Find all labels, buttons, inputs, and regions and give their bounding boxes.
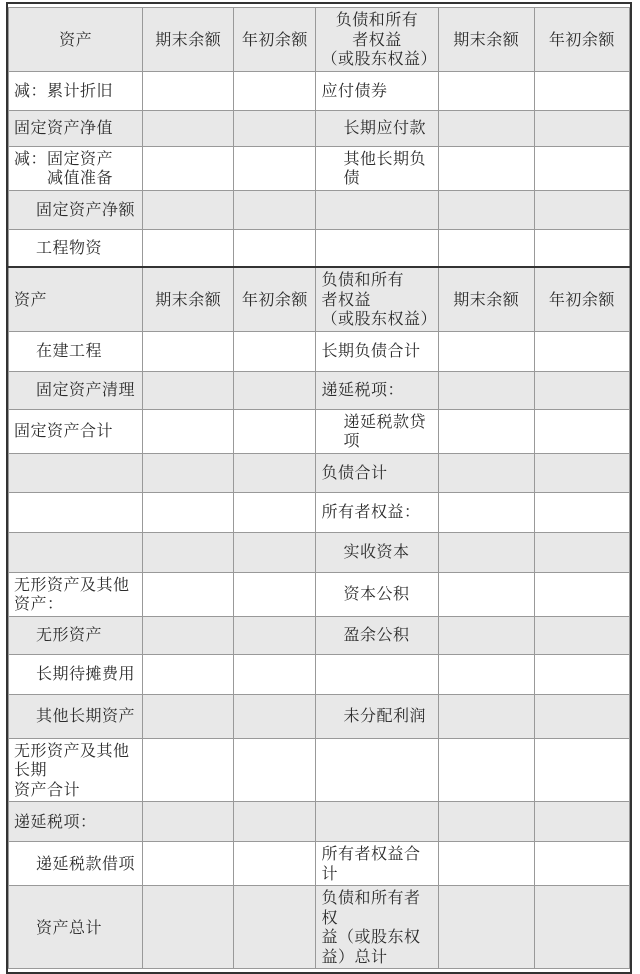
table-row (9, 654, 630, 694)
row-label-cell (316, 229, 438, 267)
value-cell (143, 492, 234, 532)
value-cell (143, 110, 234, 146)
table-row (9, 694, 630, 738)
value-cell (143, 409, 234, 453)
value-cell (438, 371, 534, 409)
header-row (9, 8, 630, 72)
row-label-cell: 无形资产 (9, 616, 143, 654)
value-cell (438, 886, 534, 969)
value-cell (143, 146, 234, 190)
table-row (9, 331, 630, 371)
row-label-cell: 长期负债合计 (316, 331, 438, 371)
value-cell (234, 654, 316, 694)
row-label-cell: 资产总计 (9, 886, 143, 969)
table-row (9, 886, 630, 969)
value-cell (143, 694, 234, 738)
value-cell (143, 190, 234, 229)
table-row (9, 532, 630, 572)
header-cell: 年初余额 (234, 8, 316, 72)
value-cell (438, 409, 534, 453)
value-cell (143, 371, 234, 409)
value-cell (143, 738, 234, 802)
value-cell (438, 492, 534, 532)
row-label-cell: 资本公积 (316, 572, 438, 616)
value-cell (438, 146, 534, 190)
value-cell (143, 71, 234, 110)
row-label-cell: 其他长期资产 (9, 694, 143, 738)
row-label-cell: 所有者权益： (316, 492, 438, 532)
header-cell: 负债和所有 者权益 （或股东权益） (316, 8, 438, 72)
table-row (9, 738, 630, 802)
header-cell: 负债和所有 者权益 （或股东权益） (316, 267, 438, 331)
table-row (9, 146, 630, 190)
row-label-cell (9, 492, 143, 532)
row-label-cell: 负债合计 (316, 453, 438, 492)
value-cell (534, 654, 629, 694)
value-cell (143, 572, 234, 616)
row-label-cell: 长期应付款 (316, 110, 438, 146)
value-cell (534, 71, 629, 110)
table-row (9, 110, 630, 146)
table-row (9, 616, 630, 654)
header-cell: 期末余额 (438, 8, 534, 72)
header-cell: 期末余额 (143, 8, 234, 72)
row-label-cell: 盈余公积 (316, 616, 438, 654)
row-label-cell: 所有者权益合计 (316, 842, 438, 886)
value-cell (438, 532, 534, 572)
value-cell (438, 654, 534, 694)
row-label-cell: 长期待摊费用 (9, 654, 143, 694)
header-cell: 期末余额 (438, 267, 534, 331)
balance-sheet-table (8, 7, 630, 969)
row-label-cell: 固定资产净额 (9, 190, 143, 229)
row-label-cell: 负债和所有者权 益（或股东权 益）总计 (316, 886, 438, 969)
value-cell (534, 842, 629, 886)
value-cell (534, 371, 629, 409)
value-cell (143, 331, 234, 371)
header-cell: 资产 (9, 267, 143, 331)
value-cell (438, 110, 534, 146)
table-row (9, 409, 630, 453)
row-label-cell (316, 738, 438, 802)
value-cell (534, 110, 629, 146)
row-label-cell: 固定资产净值 (9, 110, 143, 146)
table-row (9, 229, 630, 267)
value-cell (143, 842, 234, 886)
balance-sheet-frame (6, 2, 632, 974)
row-label-cell: 工程物资 (9, 229, 143, 267)
value-cell (234, 229, 316, 267)
table-row (9, 71, 630, 110)
value-cell (438, 190, 534, 229)
value-cell (143, 453, 234, 492)
row-label-cell: 未分配利润 (316, 694, 438, 738)
value-cell (534, 409, 629, 453)
header-cell: 年初余额 (534, 8, 629, 72)
row-label-cell: 固定资产清理 (9, 371, 143, 409)
table-row (9, 371, 630, 409)
value-cell (534, 492, 629, 532)
header-row (9, 267, 630, 331)
row-label-cell: 减：累计折旧 (9, 71, 143, 110)
value-cell (234, 371, 316, 409)
value-cell (438, 229, 534, 267)
value-cell (534, 802, 629, 842)
row-label-cell: 递延税项： (9, 802, 143, 842)
row-label-cell: 递延税款借项 (9, 842, 143, 886)
value-cell (534, 532, 629, 572)
row-label-cell (316, 654, 438, 694)
header-cell: 年初余额 (534, 267, 629, 331)
value-cell (234, 572, 316, 616)
value-cell (438, 572, 534, 616)
row-label-cell: 其他长期负债 (316, 146, 438, 190)
value-cell (534, 572, 629, 616)
table-row (9, 572, 630, 616)
row-label-cell: 递延税项： (316, 371, 438, 409)
value-cell (143, 532, 234, 572)
header-cell: 资产 (9, 8, 143, 72)
value-cell (534, 616, 629, 654)
value-cell (234, 331, 316, 371)
row-label-cell: 递延税款贷项 (316, 409, 438, 453)
value-cell (438, 616, 534, 654)
value-cell (534, 694, 629, 738)
value-cell (534, 331, 629, 371)
value-cell (534, 229, 629, 267)
value-cell (234, 453, 316, 492)
header-cell: 期末余额 (143, 267, 234, 331)
value-cell (534, 190, 629, 229)
value-cell (534, 886, 629, 969)
table-row (9, 492, 630, 532)
value-cell (234, 71, 316, 110)
row-label-cell (9, 453, 143, 492)
value-cell (234, 802, 316, 842)
table-row (9, 802, 630, 842)
value-cell (234, 532, 316, 572)
table-row (9, 190, 630, 229)
table-row (9, 453, 630, 492)
value-cell (234, 190, 316, 229)
value-cell (438, 842, 534, 886)
value-cell (234, 409, 316, 453)
value-cell (234, 110, 316, 146)
value-cell (143, 654, 234, 694)
table-row (9, 842, 630, 886)
value-cell (534, 453, 629, 492)
header-cell: 年初余额 (234, 267, 316, 331)
row-label-cell: 实收资本 (316, 532, 438, 572)
value-cell (234, 886, 316, 969)
row-label-cell: 固定资产合计 (9, 409, 143, 453)
row-label-cell (316, 190, 438, 229)
value-cell (438, 738, 534, 802)
row-label-cell: 无形资产及其他 资产： (9, 572, 143, 616)
row-label-cell (316, 802, 438, 842)
value-cell (534, 146, 629, 190)
value-cell (438, 453, 534, 492)
value-cell (143, 886, 234, 969)
row-label-cell: 无形资产及其他长期 资产合计 (9, 738, 143, 802)
value-cell (143, 616, 234, 654)
value-cell (234, 738, 316, 802)
row-label-cell: 应付债券 (316, 71, 438, 110)
value-cell (234, 694, 316, 738)
row-label-cell: 在建工程 (9, 331, 143, 371)
value-cell (143, 229, 234, 267)
value-cell (234, 492, 316, 532)
value-cell (438, 802, 534, 842)
value-cell (234, 146, 316, 190)
row-label-cell (9, 532, 143, 572)
value-cell (438, 71, 534, 110)
value-cell (438, 694, 534, 738)
value-cell (234, 616, 316, 654)
value-cell (234, 842, 316, 886)
row-label-cell: 减：固定资产 减值准备 (9, 146, 143, 190)
value-cell (534, 738, 629, 802)
value-cell (438, 331, 534, 371)
value-cell (143, 802, 234, 842)
